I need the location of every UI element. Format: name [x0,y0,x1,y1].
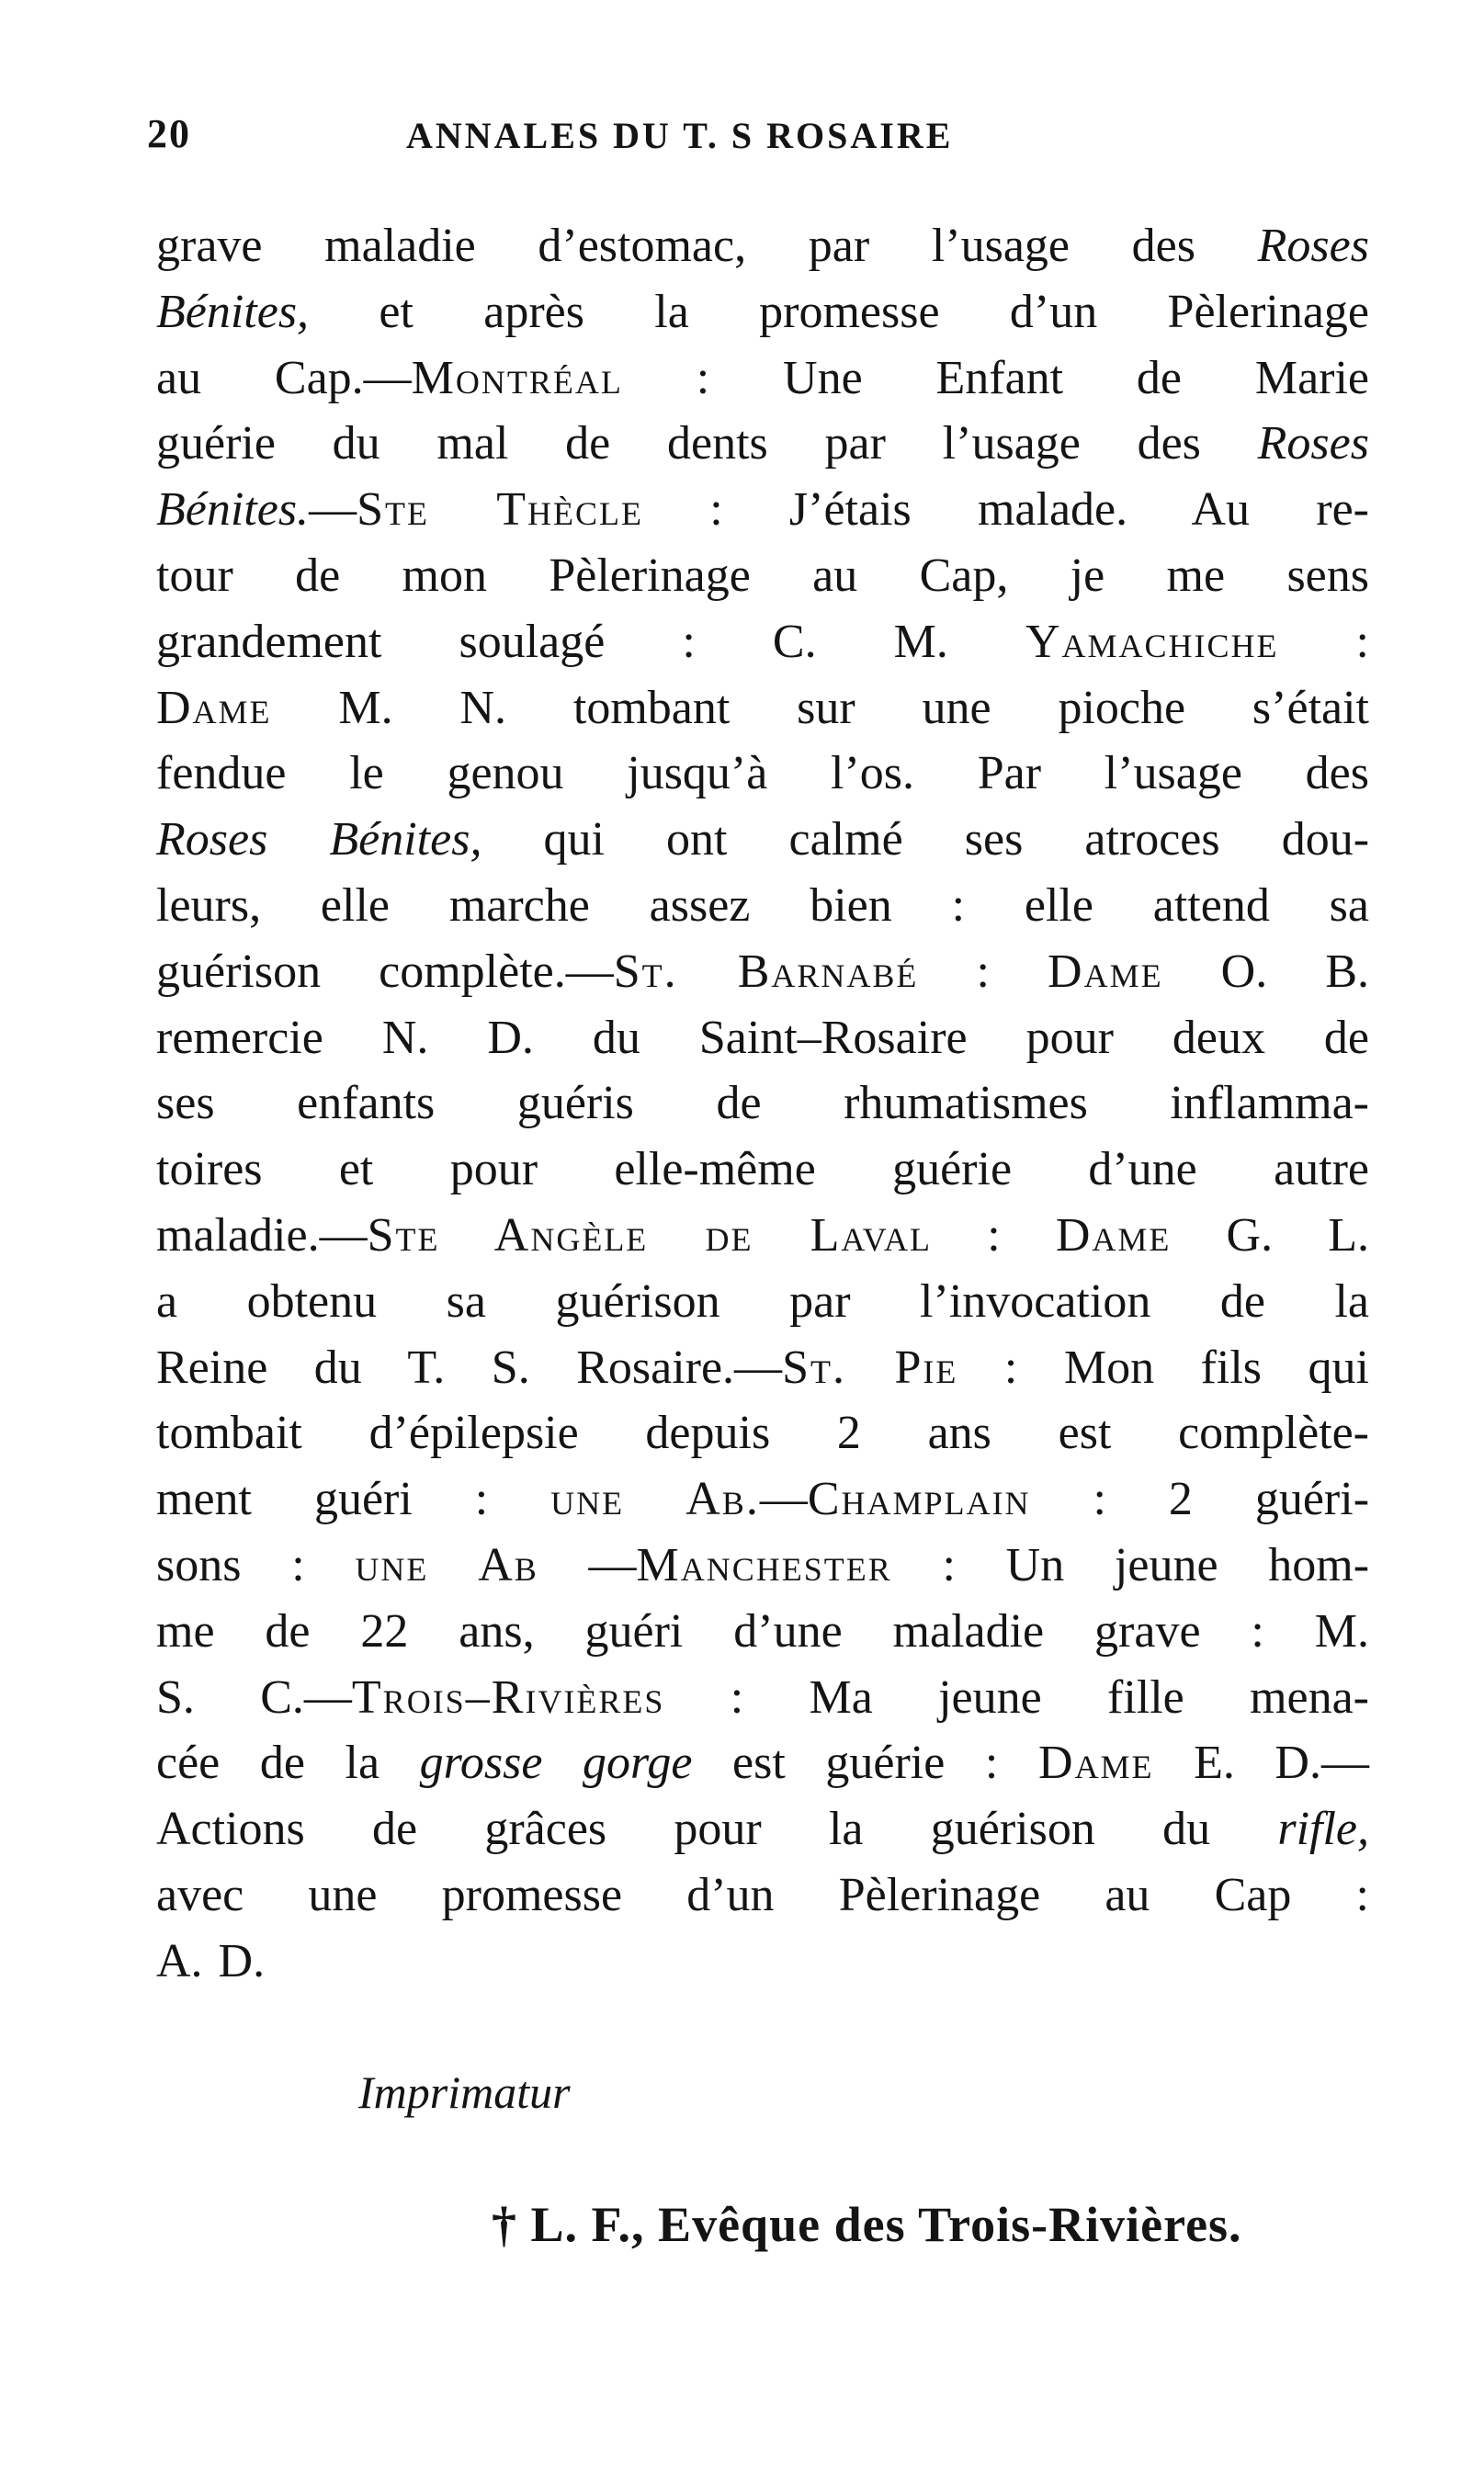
text-line: fendue le genou jusqu’à l’os. Par l’usage des [156,747,1369,800]
small-caps-run: Ste Angèle de Laval [367,1208,933,1262]
text-line: guérie du mal de dents par l’usage des Roses [156,417,1369,470]
small-caps-run: Yamachiche [1025,615,1279,668]
text-line: tombait d’épilepsie depuis 2 ans est complète- [156,1407,1369,1460]
small-caps-run: St. Pie [782,1341,958,1394]
text-line: ment guéri : une Ab.—Champlain : 2 guéri- [156,1473,1370,1526]
text-line: tour de mon Pèlerinage au Cap, je me sens [156,549,1369,602]
text-line: Bénites, et après la promesse d’un Pèlerinage [156,285,1369,338]
page-number: 20 [147,111,191,156]
imprimatur-label: Imprimatur [358,2066,571,2118]
text-line: A. D. [156,1934,266,1987]
text-line: Actions de grâces pour la guérison du rifle, [156,1803,1369,1856]
journal-title: ANNALES DU T. S ROSAIRE [406,115,954,156]
text-line: Dame M. N. tombant sur une pioche s’était [156,681,1369,734]
italic-run: rifle, [1277,1803,1369,1856]
text-line: Reine du T. S. Rosaire.—St. Pie : Mon fils qui [156,1341,1370,1394]
italic-run: Roses [1257,417,1369,470]
text-line: Bénites.—Ste Thècle : J’étais malade. Au re- [156,483,1369,537]
text-line: cée de la grosse gorge est guérie : Dame E. D.— [156,1737,1369,1790]
text-line: remercie N. D. du Saint–Rosaire pour deux de [156,1011,1369,1064]
text-line: a obtenu sa guérison par l’invocation de la [156,1274,1369,1328]
text-line: leurs, elle marche assez bien : elle attend sa [156,878,1369,932]
small-caps-run: Dame [1037,1737,1154,1790]
body-paragraph [156,213,1369,1995]
text-line: toires et pour elle-même guérie d’une autre [156,1143,1369,1196]
small-caps-run: Dame [1048,945,1163,998]
running-head [147,110,1121,165]
small-caps-run: Montréal [411,351,623,404]
italic-run: Roses Bénites, [156,813,482,866]
text-line: maladie.—Ste Angèle de Laval : Dame G. L. [156,1208,1369,1262]
small-caps-run: une Ab [355,1538,538,1591]
text-line: avec une promesse d’un Pèlerinage au Cap : [156,1868,1369,1921]
text-line: Roses Bénites, qui ont calmé ses atroces dou- [156,813,1370,866]
text-line: me de 22 ans, guéri d’une maladie grave : M. [156,1604,1369,1658]
small-caps-run: une Ab. [550,1473,760,1526]
text-line: grave maladie d’estomac, par l’usage des Roses [156,220,1369,272]
italic-run: Bénites. [156,483,310,537]
text-line: guérison complète.—St. Barnabé : Dame O. B. [156,945,1369,998]
small-caps-run: St. Barnabé [613,945,919,998]
italic-run: Roses [1257,220,1369,272]
text-line: ses enfants guéris de rhumatismes inflamma- [156,1077,1369,1130]
italic-run: grosse gorge [419,1737,693,1790]
text-line: au Cap.—Montréal : Une Enfant de Marie [156,351,1370,404]
text-line: grandement soulagé : C. M. Yamachiche : [156,615,1369,668]
text-line: sons : une Ab —Manchester : Un jeune hom- [156,1538,1370,1591]
text-line: S. C.—Trois–Rivières : Ma jeune fille mena- [156,1670,1369,1724]
small-caps-run: Champlain [807,1473,1031,1526]
small-caps-run: Dame [156,681,272,734]
bishop-signature-line: † L. F., Evêque des Trois-Rivières. [492,2197,1242,2252]
small-caps-run: Dame [1055,1208,1172,1262]
italic-run: Bénites, [156,285,310,338]
small-caps-run: Manchester [636,1538,892,1591]
small-caps-run: Ste Thècle [357,483,643,537]
small-caps-run: Trois–Rivières [351,1670,665,1724]
